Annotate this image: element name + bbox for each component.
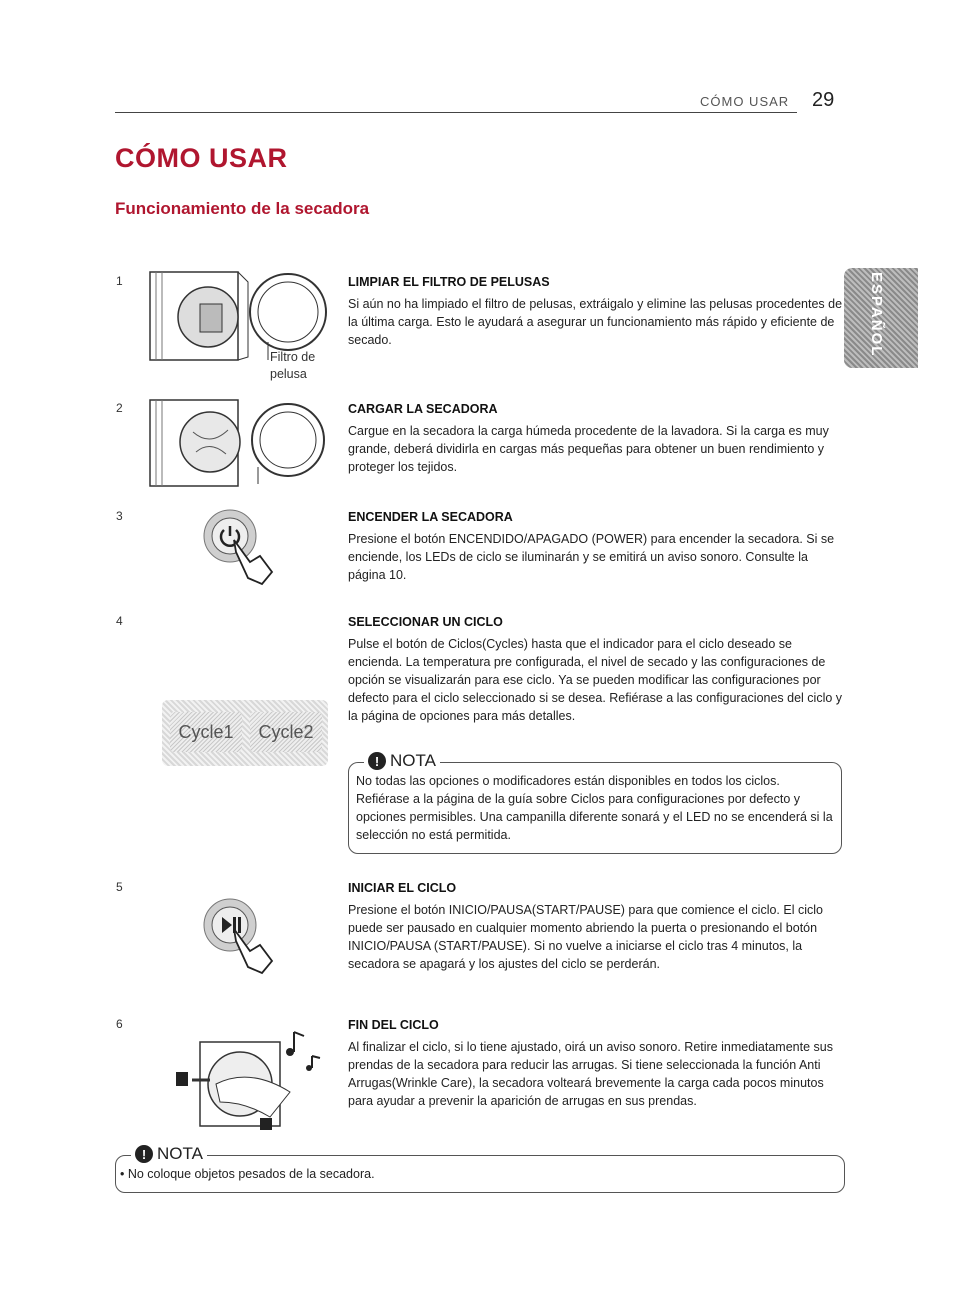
step-load-dryer	[348, 402, 843, 476]
step-start-cycle	[348, 881, 843, 973]
exclamation-icon: !	[135, 1145, 153, 1163]
step-heading: LIMPIAR EL FILTRO DE PELUSAS	[348, 275, 550, 289]
note-header	[364, 751, 440, 771]
lint-filter-caption: Filtro de pelusa	[270, 350, 316, 381]
dryer-lint-filter-illustration	[148, 262, 328, 362]
step-number: 4	[116, 614, 123, 628]
note-text: No todas las opciones o modificadores están disponibles en todos los ciclos. Refiérase a la página de la guía sobre Ciclos para configuraciones por defecto y opciones permisibles. Una campanilla diferente sonará y el LED no se encenderá si la selección no está permitida.	[356, 774, 833, 842]
start-pause-button-press-illustration	[200, 895, 290, 977]
page-number: 29	[812, 89, 835, 111]
step-number: 2	[116, 401, 123, 415]
step-turn-on-dryer	[348, 510, 843, 584]
note-header	[131, 1144, 207, 1164]
step-number: 3	[116, 509, 123, 523]
header-divider	[115, 112, 797, 113]
exclamation-icon: !	[368, 752, 386, 770]
note-label: NOTA	[390, 751, 436, 770]
step-clean-lint-filter	[348, 275, 843, 349]
cycle2-button: Cycle2	[250, 712, 322, 752]
step-text: Presione el botón ENCENDIDO/APAGADO (POWER) para encender la secadora. Si se enciende, los LEDs de ciclo se iluminarán y se emitirá un aviso sonoro. Consulte la página 10.	[348, 532, 835, 582]
note-text: • No coloque objetos pesados de la secadora.	[120, 1167, 375, 1181]
step-number: 6	[116, 1017, 123, 1031]
step-select-cycle	[348, 615, 843, 725]
language-tab	[844, 268, 918, 368]
step-heading: CARGAR LA SECADORA	[348, 402, 498, 416]
step-heading: FIN DEL CICLO	[348, 1018, 439, 1032]
section-title: Funcionamiento de la secadora	[115, 199, 370, 218]
step-text: Al finalizar el ciclo, si lo tiene ajustado, oirá un aviso sonoro. Retire inmediatamente sus prendas de la secadora para reducir las arrugas. Si tiene seleccionada la función Anti Arrugas(Wrinkle Care), la secadora volteará brevemente la carga cada pocos minutos para ayudar a prevenir la aparición de arrugas en sus prendas.	[348, 1040, 833, 1108]
language-tab-label: ESPAÑOL	[868, 272, 885, 358]
step-heading: SELECCIONAR UN CICLO	[348, 615, 503, 629]
running-header-title: CÓMO USAR	[700, 94, 790, 109]
note-label: NOTA	[157, 1144, 203, 1163]
step-number: 1	[116, 274, 123, 288]
step-number: 5	[116, 880, 123, 894]
step-end-cycle	[348, 1018, 843, 1110]
cycle1-button: Cycle1	[170, 712, 242, 752]
dryer-loading-illustration	[148, 392, 328, 488]
cycle-panel	[162, 700, 328, 766]
step-text: Pulse el botón de Ciclos(Cycles) hasta que el indicador para el ciclo deseado se encienda. La temperatura pre configurada, el nivel de secado y las configuraciones de opción se visualizarán para ese ciclo. Ya se pueden modificar las configuraciones por defecto para el ciclo seleccionado si se desea. Refiérase a las configuraciones del ciclo y la página de opciones para más detalles.	[348, 637, 843, 723]
step-text: Si aún no ha limpiado el filtro de pelusas, extráigalo y elimine las pelusas procedentes de la última carga. Esto le ayudará a asegurar un funcionamiento más rápido y eficiente de secado.	[348, 297, 843, 347]
step-text: Presione el botón INICIO/PAUSA(START/PAUSE) para que comience el ciclo. El ciclo puede ser pausado en cualquier momento abriendo la puerta o presionando el botón INICIO/PAUSA (START/PAUSE). Si no vuelve a iniciarse el ciclo tras 4 minutos, la secadora se apagará y los ajustes del ciclo se perderán.	[348, 903, 823, 971]
unloading-dryer-illustration	[170, 1022, 330, 1130]
step-heading: ENCENDER LA SECADORA	[348, 510, 513, 524]
step-heading: INICIAR EL CICLO	[348, 881, 457, 895]
power-button-press-illustration	[200, 506, 290, 588]
page-title: CÓMO USAR	[115, 143, 288, 173]
step-text: Cargue en la secadora la carga húmeda procedente de la lavadora. Si la carga es muy grande, deberá dividirla en cargas más pequeñas para obtener un buen rendimiento y proteger los tejidos.	[348, 424, 829, 474]
